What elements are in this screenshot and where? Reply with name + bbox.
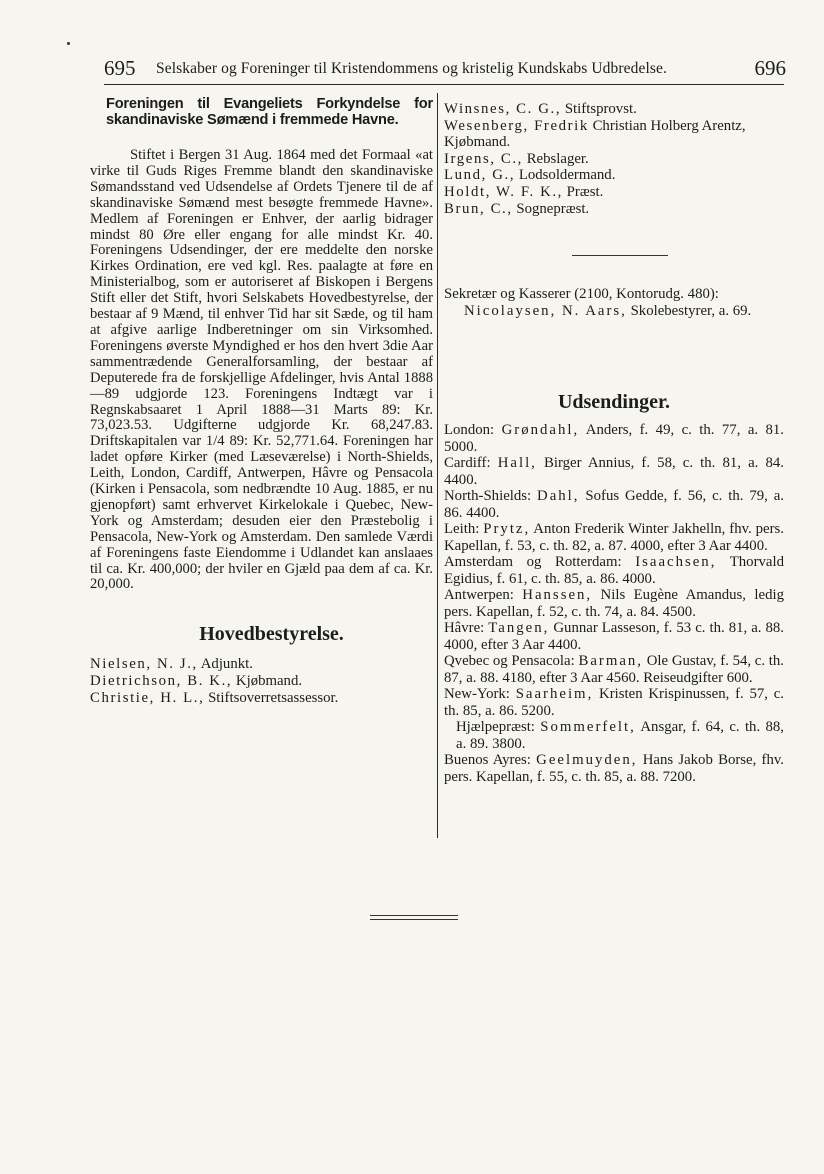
member-name: Dietrichson, B. K.,	[90, 672, 233, 689]
board-member	[444, 101, 784, 118]
mission-details: Gunnar Lasseson, f. 53 c. th. 81, a. 88. 4000, efter 3 Aar 4400.	[444, 620, 785, 653]
board-member	[90, 690, 433, 707]
mission-place: London:	[444, 422, 495, 439]
mission-place: Buenos Ayres:	[444, 752, 531, 769]
member-role: Præst.	[566, 183, 604, 200]
header-rule	[104, 84, 784, 85]
board-list-left	[90, 656, 433, 706]
mission-name: Prytz,	[483, 521, 531, 538]
mission-name: Geelmuyden,	[536, 752, 638, 769]
member-role: Sognepræst.	[516, 200, 590, 217]
secretary-entry	[444, 286, 784, 319]
mission-place: Hâvre:	[444, 620, 485, 637]
secretary-person	[444, 303, 784, 320]
mission-entry-assistant	[444, 719, 784, 752]
mission-details: Anders, f. 49, c. th. 77, a. 81. 5000.	[444, 422, 784, 455]
mission-details: Ole Gustav, f. 54, c. th. 87, a. 88. 4180, efter 3 Aar 4560. Reiseudgifter 600.	[444, 653, 784, 686]
mission-entry	[444, 587, 784, 620]
mission-details: Nils Eugène Amandus, ledig pers. Kapellan, f. 52, c. th. 74, a. 84. 4500.	[444, 587, 785, 620]
mission-entry	[444, 488, 784, 521]
board-member	[444, 151, 784, 168]
mission-details: Sofus Gedde, f. 56, c. th. 79, a. 86. 4400.	[444, 488, 784, 521]
mission-details: Anton Frederik Winter Jakhelln, fhv. pers. Kapellan, f. 53, c. th. 82, a. 87. 4000, efter 3 Aar 4400.	[444, 521, 784, 554]
mission-name: Dahl,	[537, 488, 580, 505]
mission-place: Cardiff:	[444, 455, 491, 472]
member-name: Wesenberg, Fredrik	[444, 117, 589, 134]
member-role: Lodsoldermand.	[518, 167, 616, 184]
mission-name: Grøndahl,	[501, 422, 580, 439]
mission-name: Barman,	[578, 653, 643, 670]
end-rule	[370, 915, 458, 916]
mission-details: Birger Annius, f. 58, c. th. 81, a. 84. 4400.	[444, 455, 784, 488]
mission-name: Saarheim,	[515, 686, 594, 703]
mission-details: Ansgar, f. 64, c. th. 88, a. 89. 3800.	[456, 719, 784, 752]
mission-place: Antwerpen:	[444, 587, 514, 604]
section-rule	[572, 255, 668, 256]
right-column	[444, 101, 784, 785]
running-title: Selskaber og Foreninger til Kristendommens og kristelig Kundskabs Udbredelse.	[156, 60, 667, 77]
board-member	[444, 167, 784, 184]
mission-entry	[444, 422, 784, 455]
missions-title: Udsendinger.	[557, 391, 671, 414]
member-name: Lund, G.,	[444, 167, 516, 184]
board-list-right	[444, 101, 784, 217]
mission-entry	[444, 752, 784, 785]
mission-place: Hjælpepræst:	[456, 719, 535, 736]
page-number-right: 696	[754, 56, 786, 80]
mission-place: Amsterdam og Rotterdam:	[444, 554, 622, 571]
mission-entry	[444, 686, 784, 719]
mission-place: New-York:	[444, 686, 510, 703]
mission-place: North-Shields:	[444, 488, 532, 505]
board-member	[444, 118, 784, 151]
mission-place: Qvebec og Pensacola:	[444, 653, 575, 670]
mission-entry	[444, 653, 784, 686]
mission-entry	[444, 521, 784, 554]
member-role: Christian Holberg Arentz, Kjøbmand.	[444, 117, 746, 151]
mission-name: Tangen,	[488, 620, 550, 637]
member-name: Holdt, W. F. K.,	[444, 183, 563, 200]
mission-details: Kristen Krispinussen, f. 57, c. th. 85, a. 86. 5200.	[444, 686, 784, 719]
mission-entry	[444, 554, 784, 587]
mission-entry	[444, 455, 784, 488]
member-role: Stiftsoverretsassessor.	[208, 689, 339, 706]
secretary-name: Nicolaysen, N. Aars,	[464, 302, 627, 319]
member-role: Rebslager.	[526, 150, 589, 167]
mission-details: Hans Jakob Borse, fhv. pers. Kapellan, f. 55, c. th. 85, a. 88. 7200.	[444, 752, 784, 785]
end-rule	[370, 919, 458, 920]
member-role: Stiftsprovst.	[564, 101, 637, 117]
secretary-line: Sekretær og Kasserer (2100, Kontorudg. 480):	[444, 286, 719, 303]
board-member	[90, 673, 433, 690]
mission-entry	[444, 620, 784, 653]
member-name: Christie, H. L.,	[90, 689, 205, 706]
column-divider	[437, 93, 438, 838]
board-member	[444, 201, 784, 218]
heading-line-1: Foreningen til Evangeliets Forkyndelse for	[106, 96, 433, 112]
member-name: Nielsen, N. J.,	[90, 656, 198, 673]
member-role: Adjunkt.	[200, 656, 253, 673]
board-member	[444, 184, 784, 201]
heading-line-2: skandinaviske Sømænd i fremmede Havne.	[106, 112, 399, 128]
mission-name: Sommerfelt,	[540, 719, 636, 736]
mission-name: Hanssen,	[522, 587, 593, 604]
member-name: Irgens, C.,	[444, 150, 523, 167]
mission-name: Hall,	[497, 455, 537, 472]
mission-name: Isaachsen,	[635, 554, 717, 571]
society-heading	[90, 96, 433, 128]
print-speck	[67, 42, 70, 45]
member-role: Kjøbmand.	[235, 672, 303, 689]
society-description: Stiftet i Bergen 31 Aug. 1864 med det Formaal «at virke til Guds Riges Fremme blandt den skandinaviske Sømandsstand ved Udsendelse af Ordets Tjenere til de af skandinaviske Sømænd mest besøgte fremmede Havne». Medlem af Foreningen er Enhver, der aarlig bidrager mindst 80 Øre eller engang for alle mindst Kr. 40. Foreningens Udsendinger, der ere meddelte den norske Kirkes Ordination, ere ved kgl. Res. paalagte at føre en Ministerialbog, som er autoriseret af Biskopen i Bergens Stift eller det Stift, hvori Selskabets Hovedbestyrelse, der bestaar af 9 Mænd, til enhver Tid har sit Sæde, og til ham at afgive aarlige Indberetninger om sin Virksomhed. Foreningens øverste Myndighed er hos den hvert 3die Aar sammentrædende Generalforsamling, der bestaar af Deputerede fra de forskjellige Afdelinger, hvis Antal 1888—89 udgjorde 123. Foreningens Indtægt var i Regnskabsaaret 1 April 1888—31 Marts 89: Kr. 73,023.53. Udgifterne udgjorde Kr. 68,247.83. Driftskapitalen var 1/4 89: Kr. 52,771.64. Foreningen har ladet opføre Kirker (med Læseværelse) i North-Shields, Leith, London, Cardiff, Antwerpen, Hâvre og Pensacola (Kirken i Pensacola, som nedbrændte 10 Aug. 1885, er nu gjenopført) samt erhvervet Kirkelokale i Quebec, New-York og Amsterdam; desuden eier den Præstebolig i Pensacola, New-York og Amsterdam. Den samlede Værdi af Foreningens faste Eiendomme i Udlandet kan anslaaes til ca. Kr. 400,000; der hviler en Gjæld paa dem af ca. Kr. 20,000.	[90, 147, 433, 593]
mission-place: Leith:	[444, 521, 480, 538]
left-column	[90, 96, 433, 706]
member-name: Brun, C.,	[444, 200, 513, 217]
board-title: Hovedbestyrelse.	[199, 623, 344, 646]
page-number-left: 695	[104, 56, 136, 80]
page-header	[104, 56, 786, 86]
board-member	[90, 656, 433, 673]
mission-details: Thorvald Egidius, f. 61, c. th. 85, a. 86. 4000.	[444, 554, 784, 587]
secretary-role: Skolebestyrer, a. 69.	[630, 302, 752, 319]
member-name: Winsnes, C. G.,	[444, 101, 562, 117]
missions-list	[444, 422, 784, 785]
